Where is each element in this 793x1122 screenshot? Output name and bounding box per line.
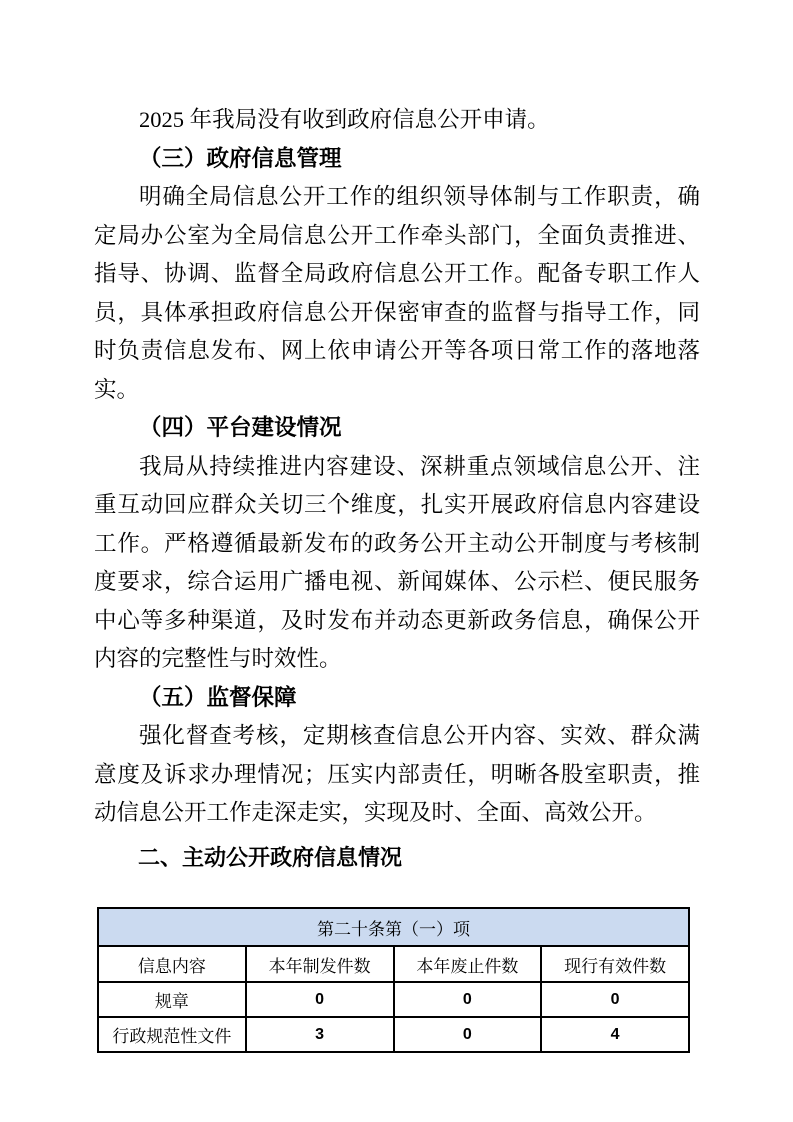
table-cell-value: 0 (394, 982, 542, 1017)
table-row-label: 规章 (98, 982, 246, 1017)
table-col-header-repealed: 本年废止件数 (394, 946, 542, 982)
table-cell-value: 0 (246, 982, 394, 1017)
table-header-row (98, 946, 689, 982)
section-heading-3: （三）政府信息管理 (139, 145, 342, 171)
disclosure-table (97, 907, 690, 1053)
section-body-3: 明确全局信息公开工作的组织领导体制与工作职责，确定局办公室为全局信息公开工作牵头部门，全面负责推进、指导、协调、监督全局政府信息公开工作。配备专职工作人员，具体承担政府信息公开保密审查的监督与指导工作，同时负责信息发布、网上依申请公开等各项日常工作的落地落实。 (94, 184, 700, 402)
section-body-5: 强化督查考核，定期核查信息公开内容、实效、群众满意度及诉求办理情况；压实内部责任，明晰各股室职责，推动信息公开工作走深走实，实现及时、全面、高效公开。 (94, 723, 700, 825)
table-cell-value: 0 (394, 1017, 542, 1052)
table-row-normative-documents (98, 1017, 689, 1052)
table-col-header-content: 信息内容 (98, 946, 246, 982)
table-row-regulations (98, 982, 689, 1017)
table-cell-value: 4 (541, 1017, 689, 1052)
table-row-label: 行政规范性文件 (98, 1017, 246, 1052)
section-heading-4: （四）平台建设情况 (139, 415, 342, 440)
section-heading-5: （五）监督保障 (139, 684, 297, 710)
table-cell-value: 3 (246, 1017, 394, 1052)
section-body-4: 我局从持续推进内容建设、深耕重点领域信息公开、注重互动回应群众关切三个维度，扎实开展政府信息内容建设工作。严格遵循最新发布的政务公开主动公开制度与考核制度要求，综合运用广播电视、新闻媒体、公示栏、便民服务中心等多种渠道，及时发布并动态更新政务信息，确保公开内容的完整性与时效性。 (94, 453, 700, 671)
table-col-header-issued: 本年制发件数 (246, 946, 394, 982)
table-col-header-effective: 现行有效件数 (541, 946, 689, 982)
table-title-row (98, 908, 689, 946)
main-heading-part2: 二、主动公开政府信息情况 (138, 844, 403, 870)
intro-paragraph: 2025 年我局没有收到政府信息公开申请。 (139, 107, 550, 132)
table-cell-value: 0 (541, 982, 689, 1017)
table-title: 第二十条第（一）项 (98, 908, 689, 946)
